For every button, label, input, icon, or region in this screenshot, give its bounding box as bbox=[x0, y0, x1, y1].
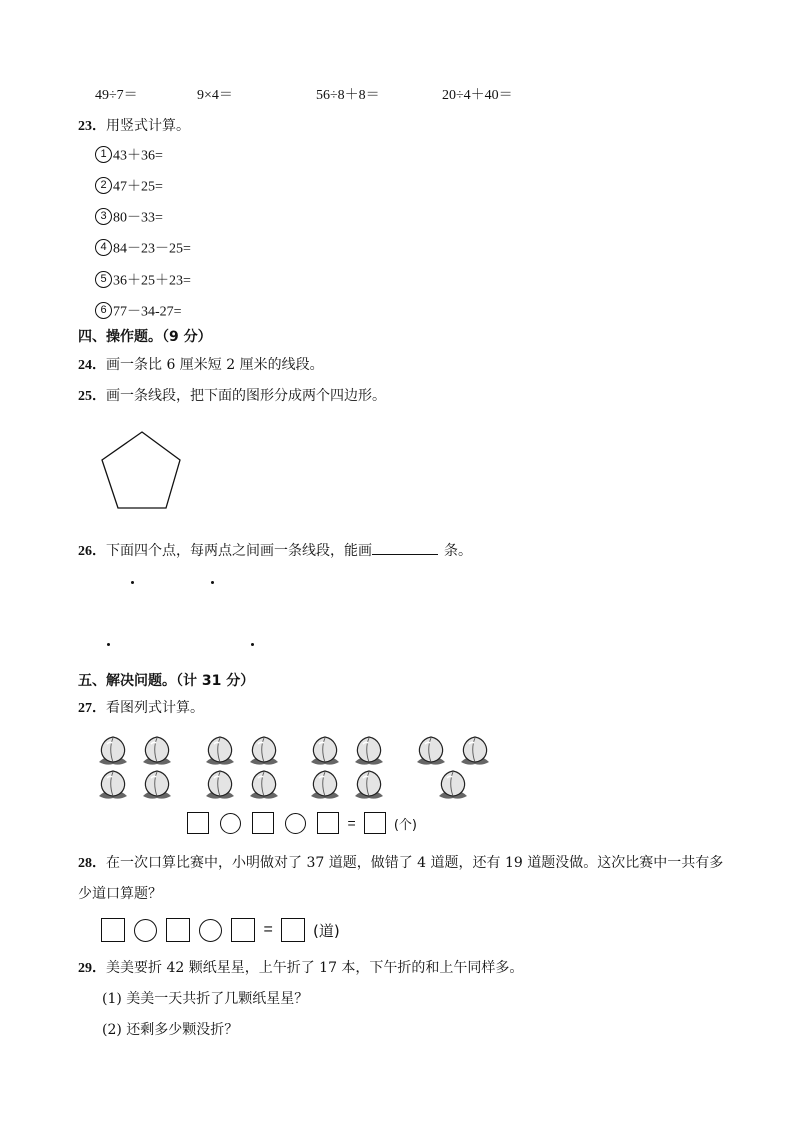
question-text: 画一条线段，把下面的图形分成两个四边形。 bbox=[106, 388, 386, 404]
circled-number: 6 bbox=[95, 302, 112, 319]
question-23 bbox=[78, 115, 190, 135]
oral-calc-4: 20÷4＋40＝ bbox=[442, 88, 513, 103]
question-26 bbox=[78, 540, 472, 560]
question-number: 29． bbox=[78, 961, 106, 976]
peaches-illustration bbox=[96, 735, 498, 805]
question-24 bbox=[78, 354, 324, 374]
question-number: 24． bbox=[78, 358, 106, 373]
oral-calc-3: 56÷8＋8＝ bbox=[316, 88, 380, 103]
answer-box[interactable] bbox=[166, 918, 190, 942]
question-text-end: 条。 bbox=[444, 543, 472, 559]
calc-expression: 36＋25＋23= bbox=[113, 273, 191, 289]
point-b bbox=[211, 581, 214, 584]
calc-item-1 bbox=[95, 144, 163, 165]
peach-group-1 bbox=[99, 737, 171, 799]
section-heading-4: 四、操作题。（9 分） bbox=[78, 329, 212, 345]
peach-group-2 bbox=[206, 737, 278, 799]
operator-circle[interactable] bbox=[199, 919, 222, 942]
question-text: 在一次口算比赛中，小明做对了 37 道题，做错了 4 道题，还有 19 道题没做。这次比赛中一共有多 bbox=[106, 855, 724, 871]
question-text: 用竖式计算。 bbox=[106, 118, 190, 134]
calc-item-2 bbox=[95, 175, 163, 196]
peach-group-4 bbox=[417, 737, 489, 799]
circled-number: 1 bbox=[95, 146, 112, 163]
calc-item-3 bbox=[95, 206, 163, 227]
question-text: 画一条比 6 厘米短 2 厘米的线段。 bbox=[106, 357, 324, 373]
q27-equation bbox=[187, 812, 417, 834]
unit-label: (个) bbox=[393, 817, 417, 833]
calc-expression: 84－23－25= bbox=[113, 241, 191, 257]
question-text: 美美要折 42 颗纸星星，上午折了 17 本，下午折的和上午同样多。 bbox=[106, 960, 524, 976]
peach-group-3 bbox=[311, 737, 383, 799]
calc-expression: 47＋25= bbox=[113, 179, 163, 195]
circled-number: 5 bbox=[95, 271, 112, 288]
pentagon-figure bbox=[95, 428, 191, 514]
unit-label: (道) bbox=[313, 921, 340, 940]
question-number: 28． bbox=[78, 856, 106, 871]
calc-expression: 80－33= bbox=[113, 210, 163, 226]
question-25 bbox=[78, 385, 386, 405]
answer-box[interactable] bbox=[364, 812, 386, 834]
equals-sign: = bbox=[347, 815, 356, 831]
answer-box[interactable] bbox=[317, 812, 339, 834]
answer-box[interactable] bbox=[231, 918, 255, 942]
answer-box[interactable] bbox=[281, 918, 305, 942]
question-text: 看图列式计算。 bbox=[106, 700, 204, 716]
question-27 bbox=[78, 697, 204, 717]
calc-expression: 77－34-27= bbox=[113, 304, 182, 320]
circled-number: 3 bbox=[95, 208, 112, 225]
question-28-line2: 少道口算题？ bbox=[78, 886, 162, 902]
question-number: 26． bbox=[78, 544, 106, 559]
question-number: 27． bbox=[78, 701, 106, 716]
section-heading-5: 五、解决问题。（计 31 分） bbox=[78, 673, 255, 689]
operator-circle[interactable] bbox=[285, 813, 306, 834]
answer-box[interactable] bbox=[252, 812, 274, 834]
answer-box[interactable] bbox=[101, 918, 125, 942]
question-text: 下面四个点，每两点之间画一条线段，能画 bbox=[106, 543, 372, 559]
circled-number: 2 bbox=[95, 177, 112, 194]
equals-sign: = bbox=[263, 921, 273, 938]
oral-calc-1: 49÷7＝ bbox=[95, 88, 138, 103]
question-29-part-2: (2) 还剩多少颗没折？ bbox=[102, 1022, 239, 1038]
point-c bbox=[107, 643, 110, 646]
point-a bbox=[131, 581, 134, 584]
oral-calc-2: 9×4＝ bbox=[197, 88, 233, 103]
question-number: 25． bbox=[78, 389, 106, 404]
circled-number: 4 bbox=[95, 239, 112, 256]
calc-item-6 bbox=[95, 300, 182, 321]
point-d bbox=[251, 643, 254, 646]
answer-box[interactable] bbox=[187, 812, 209, 834]
question-29 bbox=[78, 957, 523, 977]
question-29-part-1: (1) 美美一天共折了几颗纸星星？ bbox=[102, 991, 309, 1007]
q28-equation bbox=[101, 918, 340, 942]
calc-item-5 bbox=[95, 269, 191, 290]
answer-blank[interactable] bbox=[372, 542, 438, 555]
calc-expression: 43＋36= bbox=[113, 148, 163, 164]
operator-circle[interactable] bbox=[220, 813, 241, 834]
calc-item-4 bbox=[95, 237, 191, 258]
operator-circle[interactable] bbox=[134, 919, 157, 942]
question-number: 23． bbox=[78, 119, 106, 134]
question-28 bbox=[78, 852, 723, 872]
